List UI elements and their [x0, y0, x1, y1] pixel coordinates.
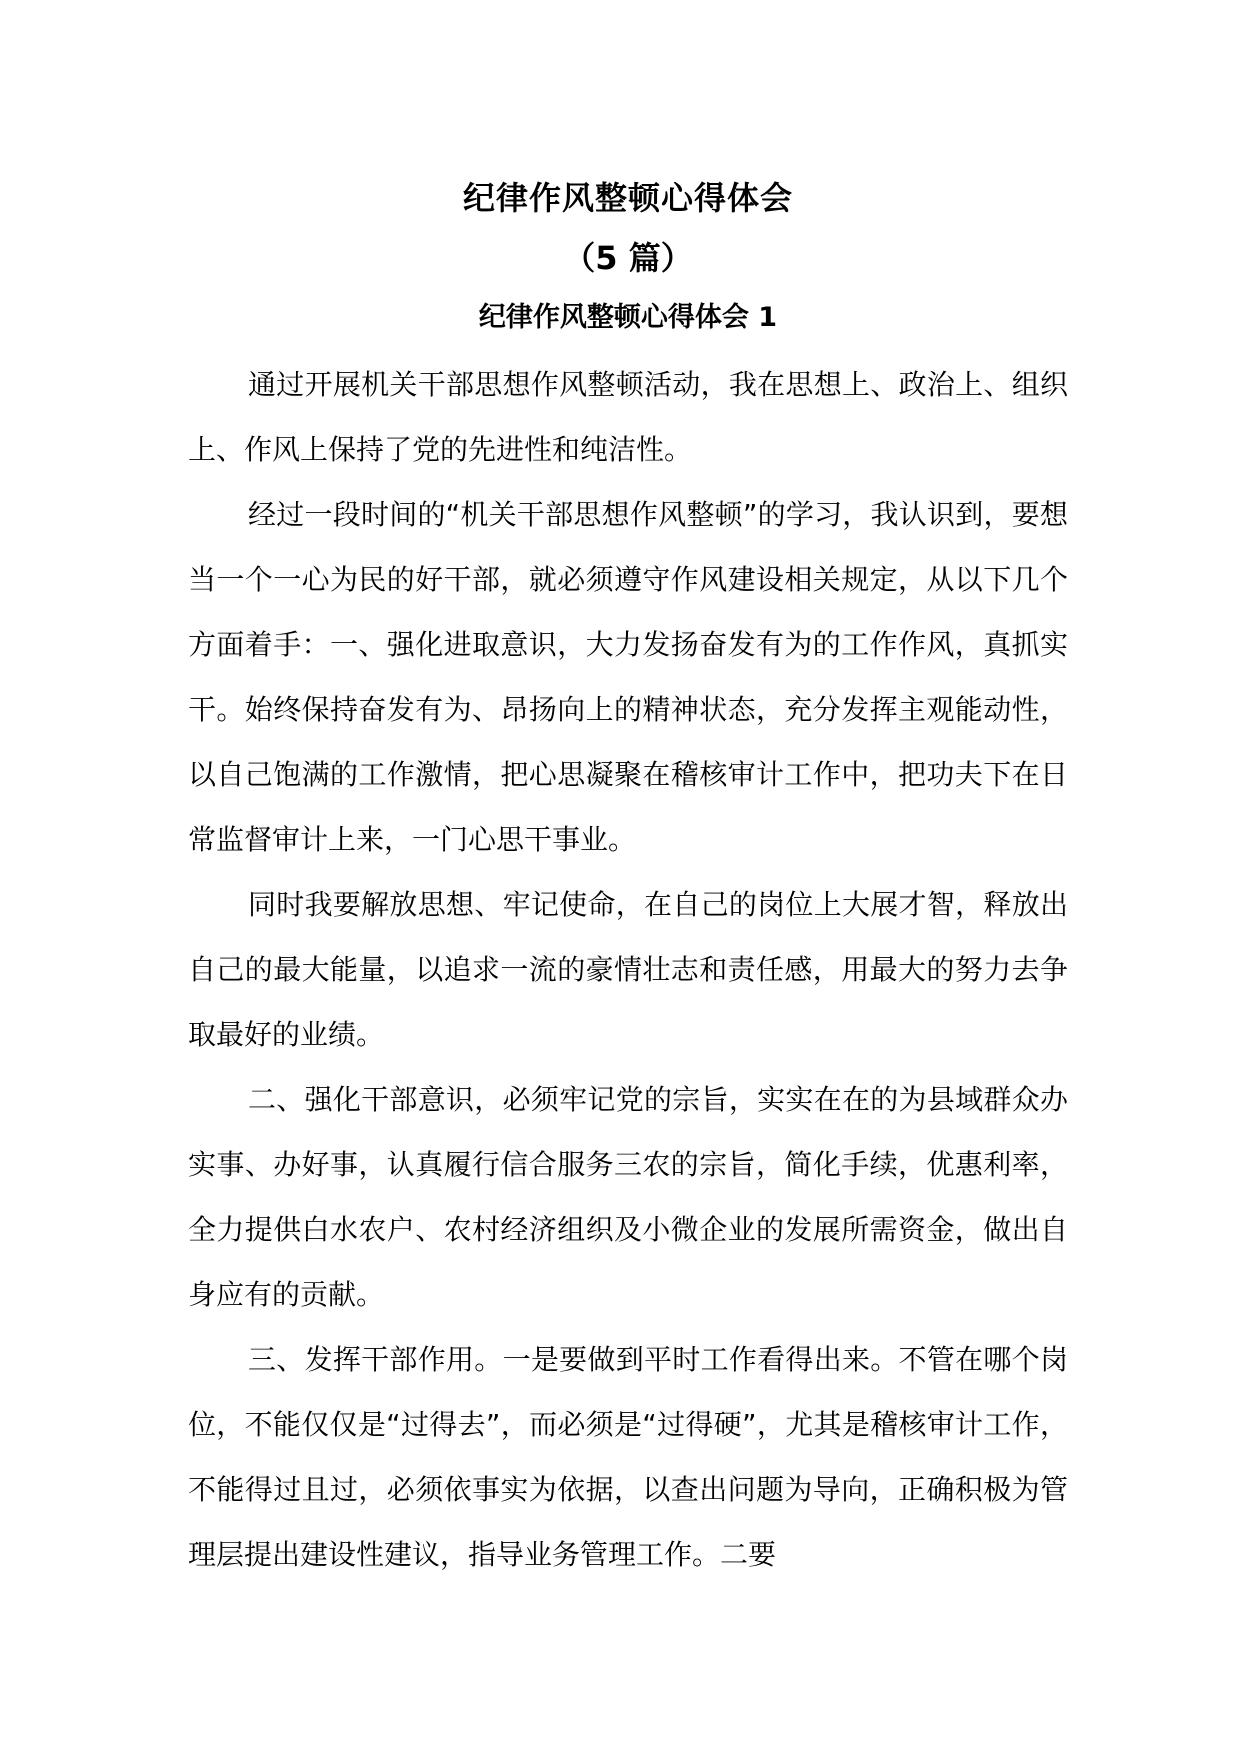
paragraph: 通过开展机关干部思想作风整顿活动，我在思想上、政治上、组织上、作风上保持了党的先进性和纯洁性。	[188, 368, 1068, 466]
paragraph: 三、发挥干部作用。一是要做到平时工作看得出来。不管在哪个岗位，不能仅仅是“过得去”，而必须是“过得硬”，尤其是稽核审计工作，不能得过且过，必须依事实为依据，以查出问题为导向，正确积极为管理层提出建设性建议，指导业务管理工作。二要	[188, 1343, 1068, 1571]
paragraph: 二、强化干部意识，必须牢记党的宗旨，实实在在的为县域群众办实事、办好事，认真履行信合服务三农的宗旨，简化手续，优惠利率，全力提供白水农户、农村经济组织及小微企业的发展所需资金，做出自身应有的贡献。	[188, 1083, 1068, 1311]
paragraph: 经过一段时间的“机关干部思想作风整顿”的学习，我认识到，要想当一个一心为民的好干部，就必须遵守作风建设相关规定，从以下几个方面着手：一、强化进取意识，大力发扬奋发有为的工作作风，真抓实干。始终保持奋发有为、昂扬向上的精神状态，充分发挥主观能动性，以自己饱满的工作激情，把心思凝聚在稽核审计工作中，把功夫下在日常监督审计上来，一门心思干事业。	[188, 498, 1068, 856]
document-body	[188, 168, 1068, 1587]
paragraph: 同时我要解放思想、牢记使命，在自己的岗位上大展才智，释放出自己的最大能量，以追求一流的豪情壮志和责任感，用最大的努力去争取最好的业绩。	[188, 888, 1068, 1051]
document-subtitle: （5 篇）	[563, 239, 693, 277]
section-title: 纪律作风整顿心得体会 1	[478, 302, 778, 333]
document-title: 纪律作风整顿心得体会	[462, 179, 793, 217]
